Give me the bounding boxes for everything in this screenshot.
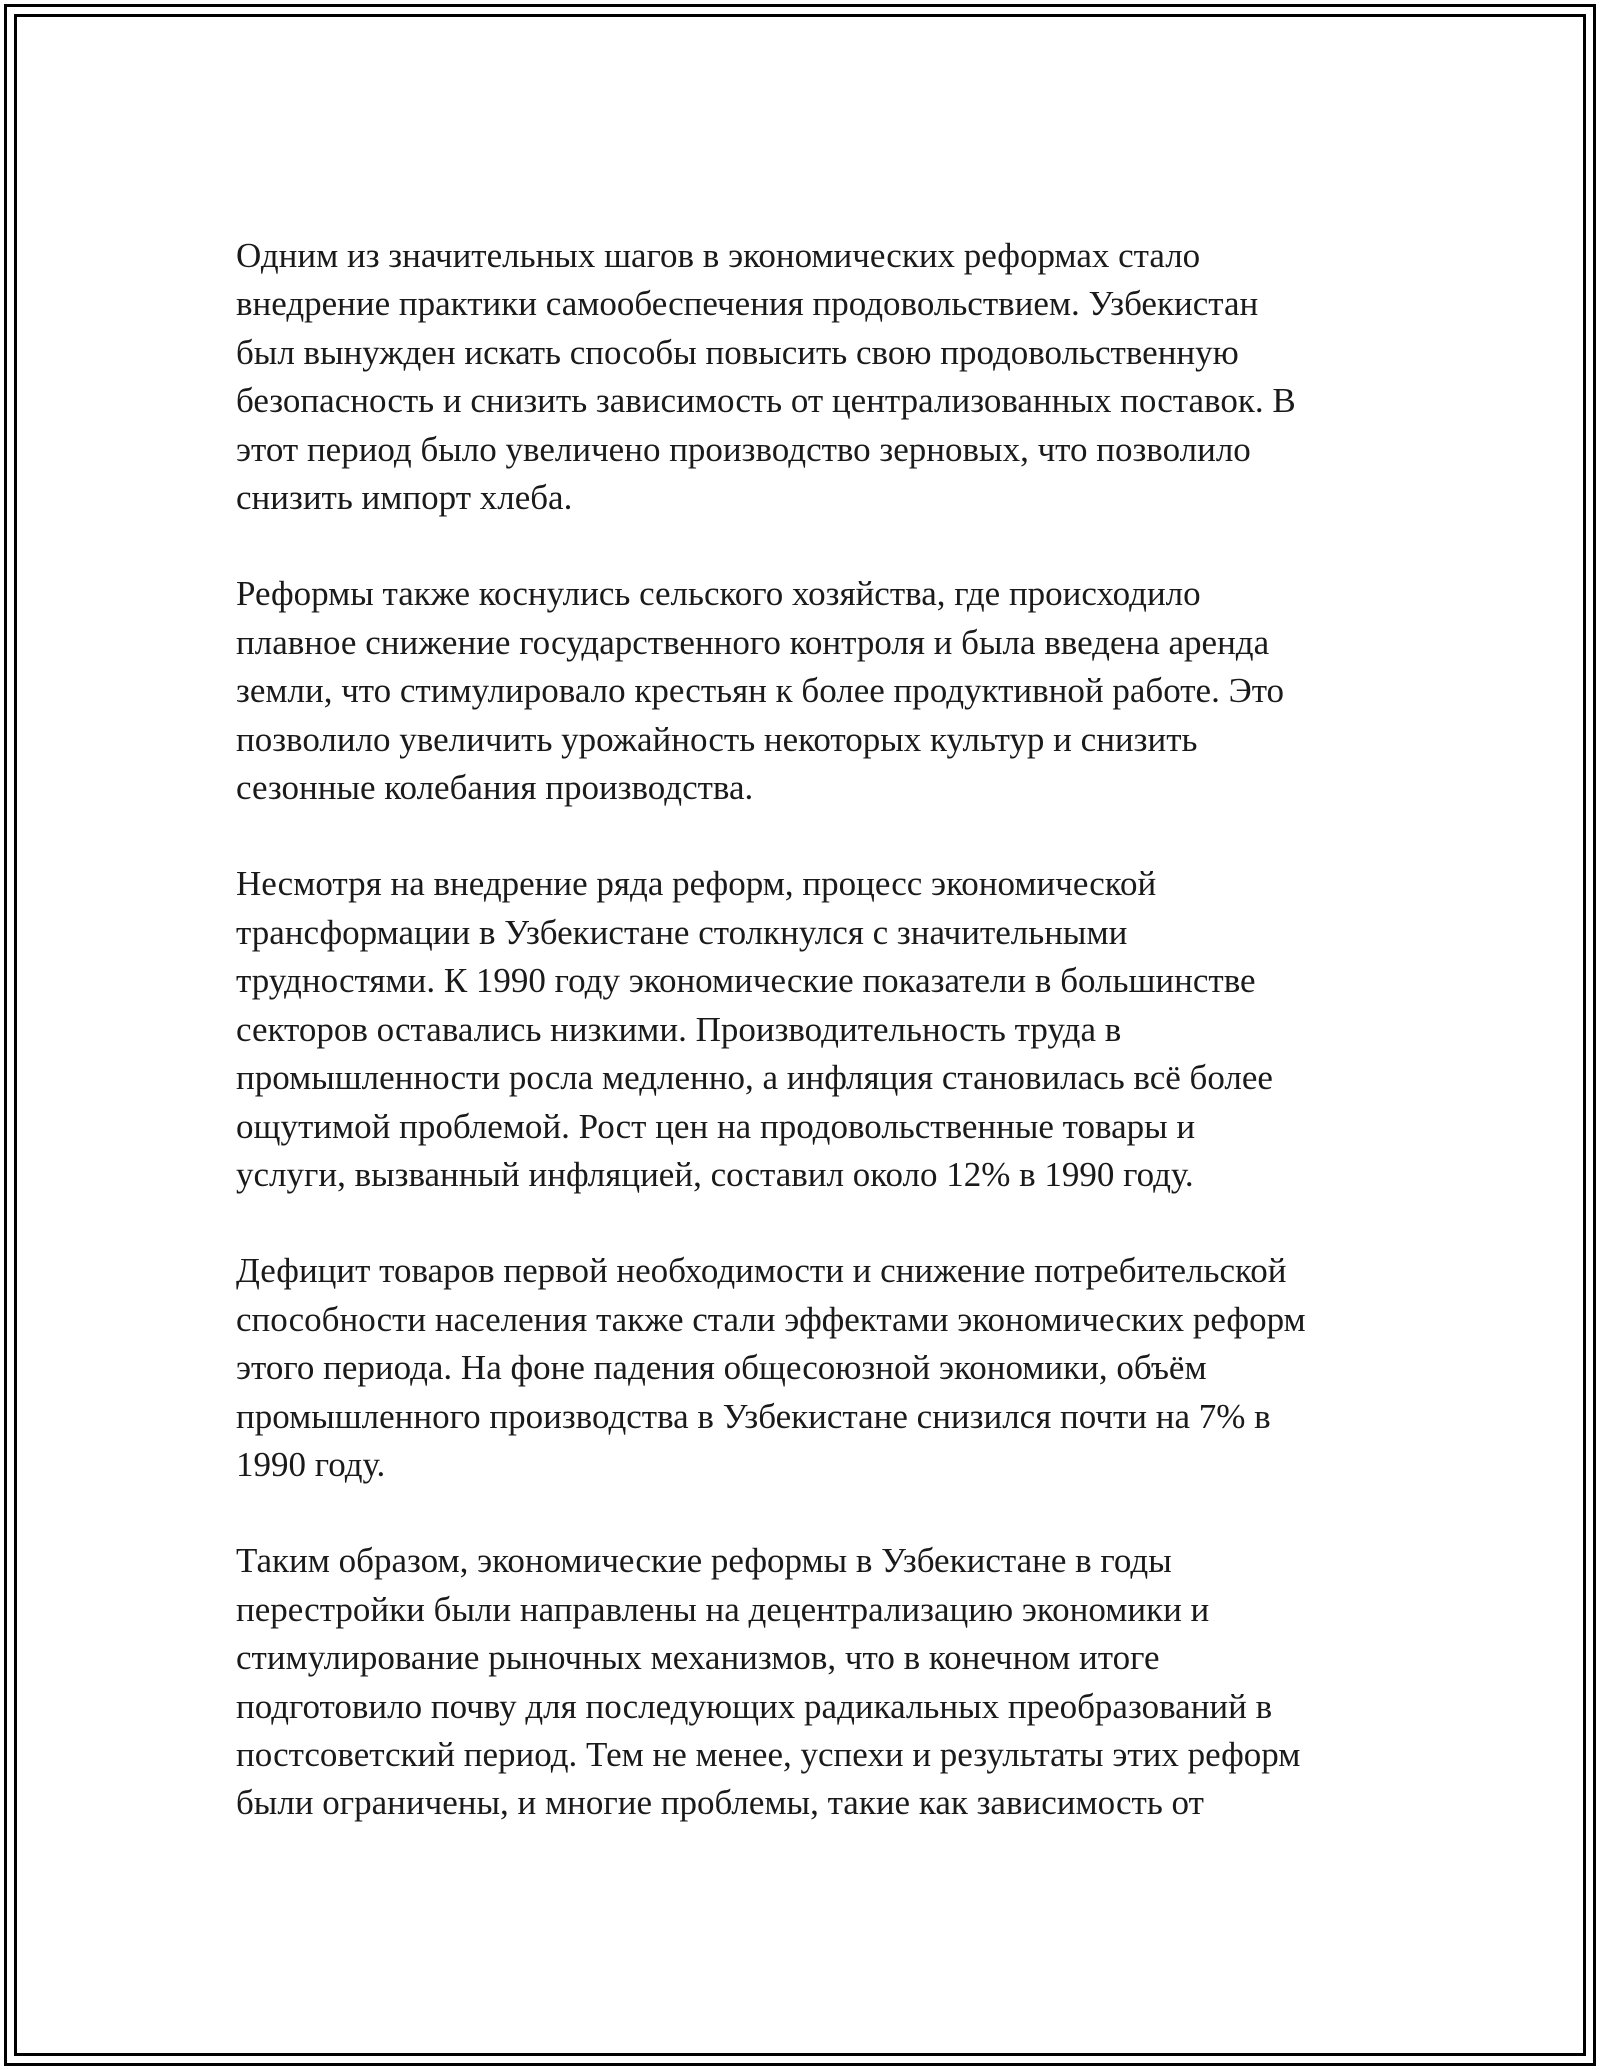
paragraph-5 — [236, 1537, 1366, 1827]
text-line: был вынужден искать способы повысить свою продовольственную — [236, 332, 1239, 372]
text-line: ощутимой проблемой. Рост цен на продовольственные товары и — [236, 1106, 1196, 1146]
text-line: земли, что стимулировало крестьян к более продуктивной работе. Это — [236, 671, 1285, 711]
text-line: секторов оставались низкими. Производительность труда в — [236, 1009, 1122, 1049]
text-line: Несмотря на внедрение ряда реформ, процесс экономической — [236, 864, 1157, 904]
text-line: перестройки были направлены на децентрализацию экономики и — [236, 1589, 1210, 1629]
text-line: внедрение практики самообеспечения продовольствием. Узбекистан — [236, 284, 1259, 324]
text-line: плавное снижение государственного контроля и была введена аренда — [236, 622, 1270, 662]
text-line: услуги, вызванный инфляцией, составил около 12% в 1990 году. — [236, 1154, 1194, 1194]
text-line: подготовило почву для последующих радикальных преобразований в — [236, 1686, 1273, 1726]
paragraph-4 — [236, 1247, 1366, 1489]
text-line: промышленного производства в Узбекистане снизился почти на 7% в — [236, 1396, 1271, 1436]
text-line: позволило увеличить урожайность некоторых культур и снизить — [236, 719, 1198, 759]
paragraph-3 — [236, 860, 1366, 1199]
paragraph-1 — [236, 232, 1366, 522]
text-line: Таким образом, экономические реформы в Узбекистане в годы — [236, 1541, 1172, 1581]
text-line: трансформации в Узбекистане столкнулся с значительными — [236, 912, 1128, 952]
text-line: промышленности росла медленно, а инфляция становилась всё более — [236, 1058, 1273, 1098]
text-line: стимулирование рыночных механизмов, что в конечном итоге — [236, 1638, 1160, 1678]
text-line: Дефицит товаров первой необходимости и снижение потребительской — [236, 1251, 1287, 1291]
text-line: постсоветский период. Тем не менее, успехи и результаты этих реформ — [236, 1734, 1301, 1774]
text-line: этого периода. На фоне падения общесоюзной экономики, объём — [236, 1348, 1207, 1388]
text-line: Одним из значительных шагов в экономических реформах стало — [236, 236, 1201, 275]
text-line: Реформы также коснулись сельского хозяйства, где происходило — [236, 574, 1201, 614]
text-line: снизить импорт хлеба. — [236, 478, 573, 518]
text-line: 1990 году. — [236, 1444, 386, 1484]
text-line: способности населения также стали эффектами экономических реформ — [236, 1299, 1306, 1339]
paragraph-2 — [236, 570, 1366, 812]
text-line: трудностями. К 1990 году экономические показатели в большинстве — [236, 961, 1256, 1001]
text-line: сезонные колебания производства. — [236, 768, 754, 808]
document-body — [236, 232, 1366, 1876]
text-line: безопасность и снизить зависимость от централизованных поставок. В — [236, 381, 1296, 421]
text-line: были ограничены, и многие проблемы, такие как зависимость от — [236, 1783, 1204, 1823]
text-line: этот период было увеличено производство зерновых, что позволило — [236, 429, 1251, 469]
